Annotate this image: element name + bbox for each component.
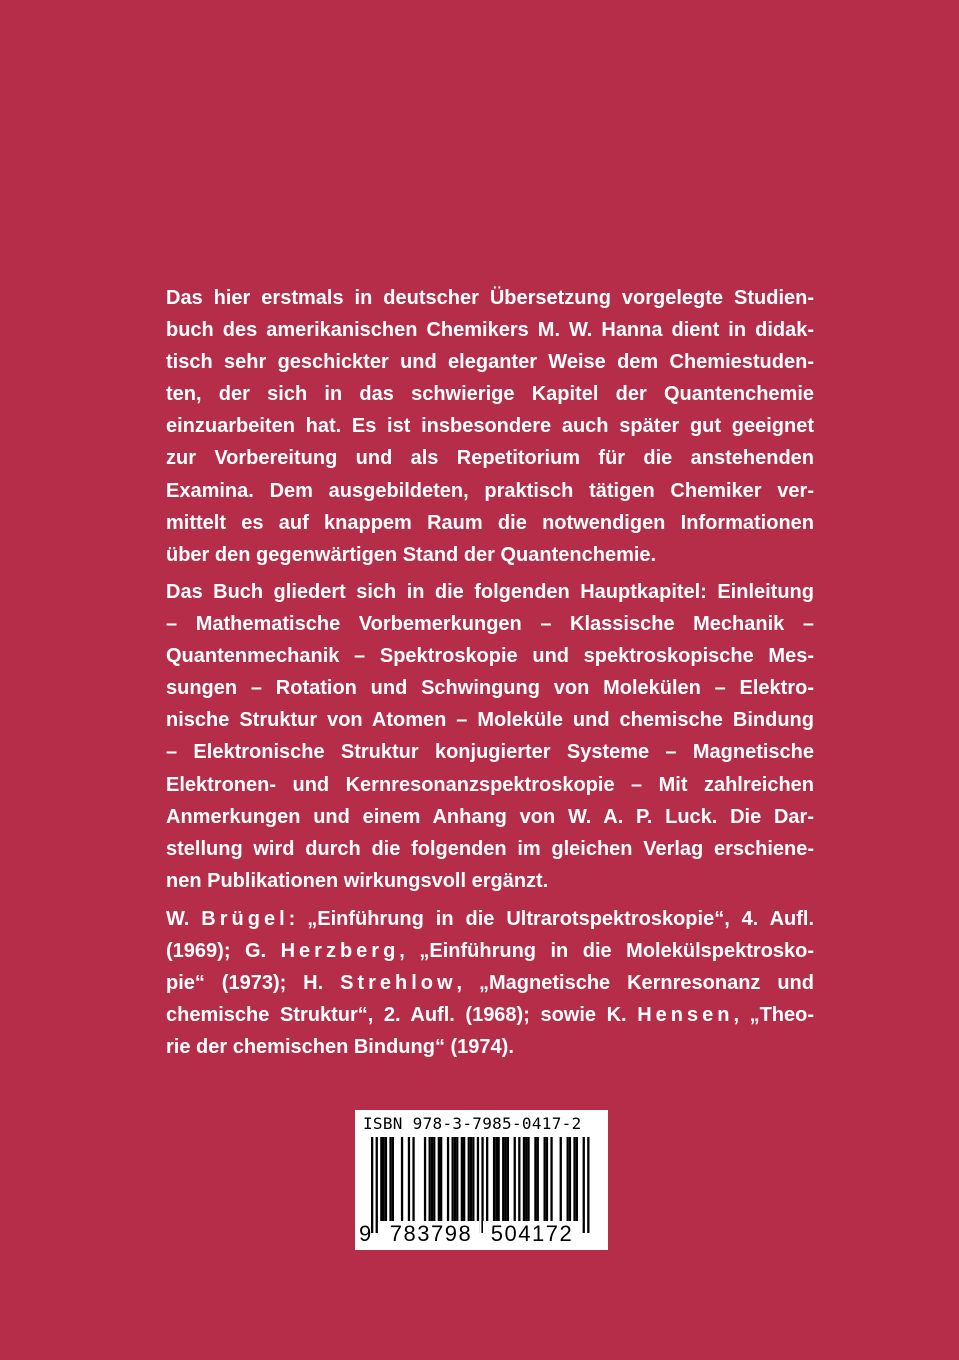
barcode-bar xyxy=(412,1137,414,1221)
barcode-bar xyxy=(525,1137,527,1221)
text-segment: (1969); G. xyxy=(166,940,281,963)
barcode-bar xyxy=(587,1137,589,1233)
text-line: rie der chemischen Bindung“ (1974). xyxy=(166,1036,514,1059)
text-line: Das Buch gliedert sich in die folgenden Hauptkapitel: Einleitung xyxy=(166,581,814,603)
author-name: Hensen xyxy=(637,1004,734,1027)
barcode-bar xyxy=(371,1137,373,1233)
text-line: – Mathematische Vorbemerkungen – Klassische Mechanik – xyxy=(166,613,814,636)
text-line: buch des amerikanischen Chemikers M. W. Hanna dient in didak- xyxy=(166,319,814,342)
barcode-bar xyxy=(481,1137,483,1233)
barcode-bar xyxy=(424,1137,426,1221)
text-line: mittelt es auf knappem Raum die notwendigen Informationen xyxy=(166,511,814,534)
barcode-bar xyxy=(507,1137,509,1221)
text-line: Quantenmechanik – Spektroskopie und spektroskopische Mes- xyxy=(166,645,814,668)
barcode-bar xyxy=(389,1137,391,1221)
barcode-bar xyxy=(438,1137,440,1221)
barcode-bar xyxy=(527,1137,529,1221)
barcode-bar xyxy=(502,1137,504,1221)
barcode-bar xyxy=(486,1137,488,1221)
barcode-bar xyxy=(408,1137,410,1221)
barcode-bar xyxy=(472,1137,474,1221)
text-line: Examina. Dem ausgebildeten, praktisch tätigen Chemiker ver- xyxy=(166,479,814,502)
text-segment: W. xyxy=(166,908,202,930)
barcode-bar xyxy=(569,1137,571,1221)
text-line xyxy=(166,935,814,967)
barcode-bar xyxy=(567,1137,569,1221)
barcode-bar xyxy=(431,1137,433,1221)
barcode-bar xyxy=(440,1137,442,1221)
barcode-bar xyxy=(504,1137,506,1221)
text-segment: , „Theo- xyxy=(733,1004,815,1027)
text-segment: : „Einführung in die Ultrarotspektroskopie“, 4. Aufl. xyxy=(288,908,814,930)
text-segment: pie“ (1973); H. xyxy=(166,972,341,995)
barcode-bar xyxy=(447,1137,449,1221)
barcode-bar xyxy=(385,1137,387,1221)
barcode-bar xyxy=(544,1137,546,1221)
barcode-bar xyxy=(573,1137,575,1221)
ean-right-digits: 504172 xyxy=(483,1221,581,1247)
barcode-bar xyxy=(452,1137,454,1221)
barcode-bar xyxy=(576,1137,578,1221)
barcode-bar xyxy=(523,1137,525,1221)
author-name: Strehlow xyxy=(340,972,457,995)
barcode-bar xyxy=(560,1137,562,1221)
barcode-bar xyxy=(433,1137,435,1221)
isbn-label: ISBN 978-3-7985-0417-2 xyxy=(363,1114,582,1133)
text-line: nen Publikationen wirkungsvoll ergänzt. xyxy=(166,869,549,892)
barcode-bar xyxy=(392,1137,394,1221)
author-name: Herzberg xyxy=(280,940,400,963)
author-name: Brügel xyxy=(201,908,289,930)
text-line: stellung wird durch die folgenden im gleichen Verlag erschiene- xyxy=(166,837,814,860)
text-line: sungen – Rotation und Schwingung von Molekülen – Elektro- xyxy=(166,677,814,700)
barcode-bar xyxy=(429,1137,431,1221)
text-line xyxy=(166,967,814,999)
text-line: ten, der sich in das schwierige Kapitel der Quantenchemie xyxy=(166,383,814,406)
text-line: – Elektronische Struktur konjugierter Systeme – Magnetische xyxy=(166,741,814,764)
description-paragraph-1 xyxy=(166,282,814,571)
barcode-bar xyxy=(550,1137,552,1221)
barcode-bar xyxy=(498,1137,500,1221)
barcode-bar xyxy=(401,1137,403,1221)
text-segment: , „Einführung in die Molekülspektrosko- xyxy=(399,940,814,963)
isbn-barcode xyxy=(355,1110,608,1250)
text-line: tisch sehr geschickter und eleganter Weise dem Chemiestuden- xyxy=(166,351,814,374)
barcode-bar xyxy=(493,1137,495,1221)
barcode-bar xyxy=(514,1137,516,1221)
text-line: Das hier erstmals in deutscher Übersetzung vorgelegte Studien- xyxy=(166,287,814,309)
barcode-bar xyxy=(454,1137,456,1221)
text-line: Anmerkungen und einem Anhang von W. A. P. Luck. Die Dar- xyxy=(166,805,814,828)
ean-first-digit: 9 xyxy=(359,1221,372,1246)
barcode-bar xyxy=(470,1137,472,1221)
description-paragraph-2 xyxy=(166,576,814,897)
barcode-bar xyxy=(468,1137,470,1221)
barcode-bar xyxy=(456,1137,458,1221)
text-line: Elektronen- und Kernresonanzspektroskopie – Mit zahlreichen xyxy=(166,773,814,796)
barcode-bar xyxy=(537,1137,539,1221)
barcode-bar xyxy=(518,1137,520,1221)
text-line: zur Vorbereitung und als Repetitorium für die anstehenden xyxy=(166,447,814,470)
barcode-bar xyxy=(461,1137,463,1221)
text-segment: chemische Struktur“, 2. Aufl. (1968); sowie K. xyxy=(166,1004,638,1027)
text-line: über den gegenwärtigen Stand der Quantenchemie. xyxy=(166,543,657,566)
barcode-bar xyxy=(463,1137,465,1221)
text-line: nische Struktur von Atomen – Moleküle und chemische Bindung xyxy=(166,709,814,732)
barcode-bar xyxy=(383,1137,385,1221)
text-line xyxy=(166,903,814,935)
ean-left-digits: 783798 xyxy=(383,1221,479,1247)
barcode-bar xyxy=(583,1137,585,1233)
barcode-bar xyxy=(380,1137,382,1221)
barcode-bar xyxy=(477,1137,479,1233)
related-publications xyxy=(166,903,814,1063)
barcode-bar xyxy=(546,1137,548,1221)
barcode-bar xyxy=(534,1137,536,1221)
text-line: einzuarbeiten hat. Es ist insbesondere auch später gut geeignet xyxy=(166,415,814,438)
text-segment: , „Magnetische Kernresonanz und xyxy=(456,972,814,995)
text-line xyxy=(166,999,814,1031)
barcode-bar xyxy=(495,1137,497,1221)
barcode-bar xyxy=(376,1137,378,1233)
